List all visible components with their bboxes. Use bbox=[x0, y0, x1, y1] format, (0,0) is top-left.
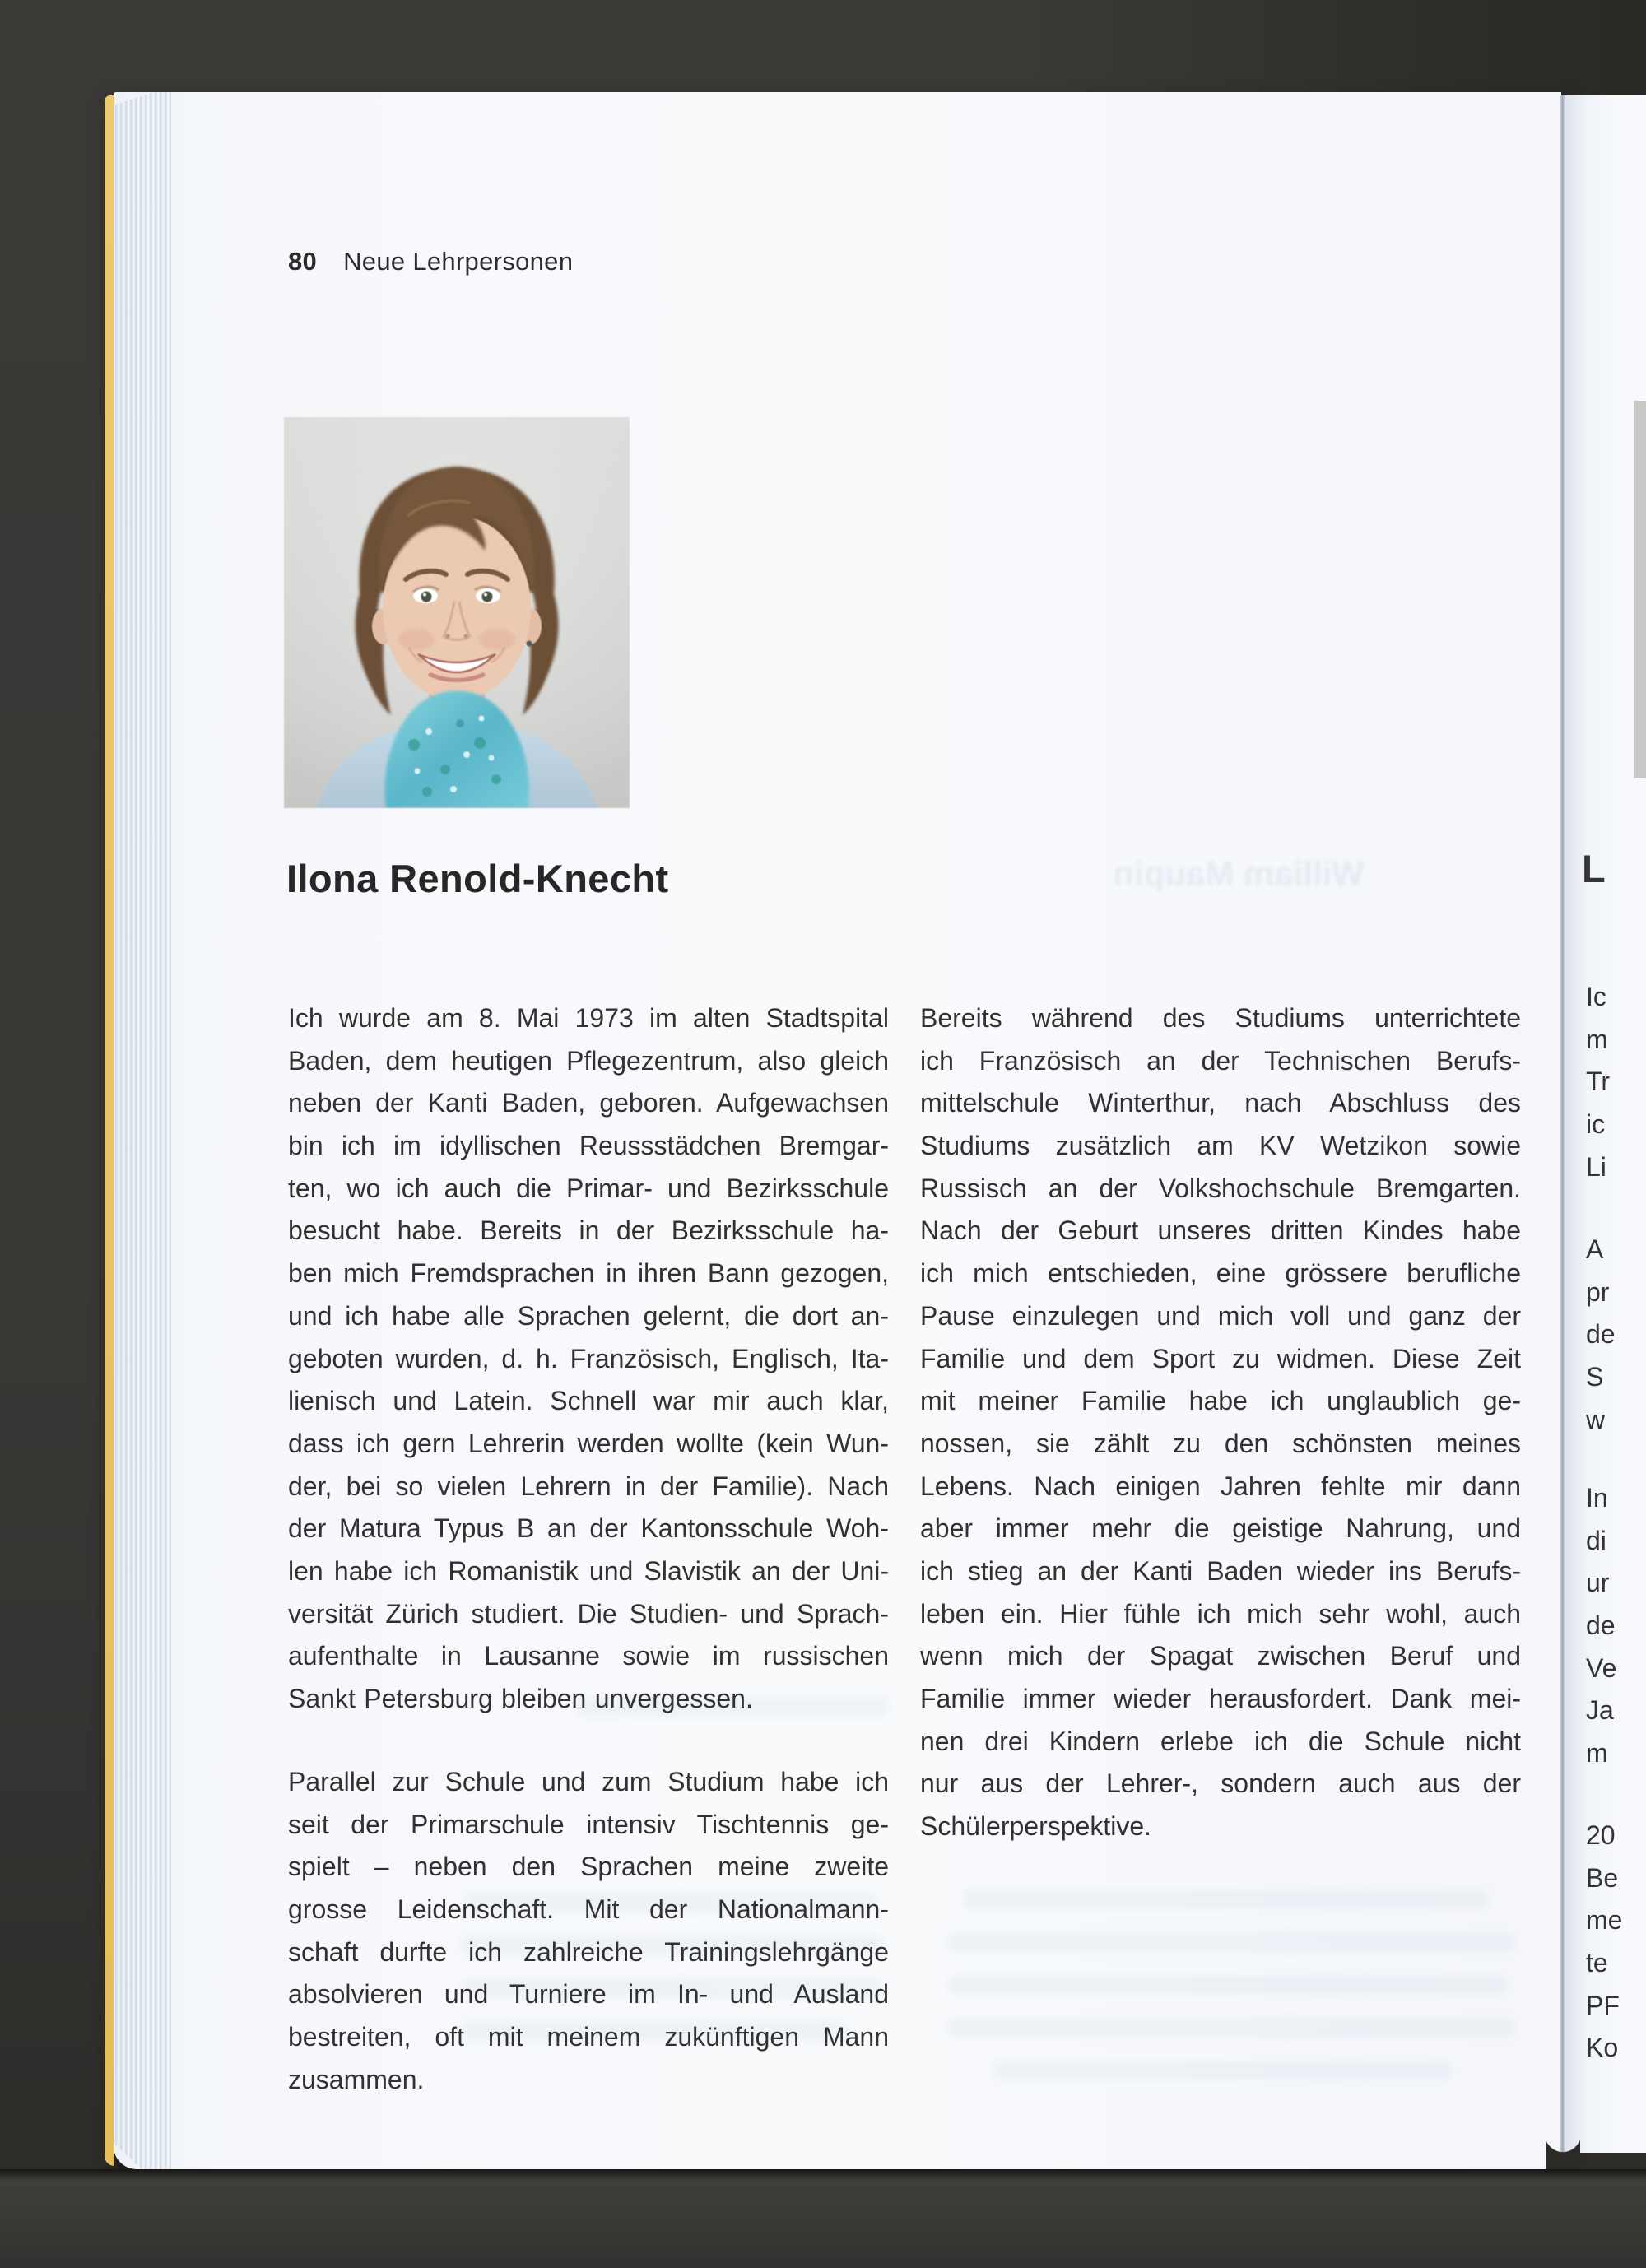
book-gutter bbox=[1560, 95, 1565, 2153]
text-line: Lebens. Nach einigen Jahren fehlte mir dann bbox=[920, 1471, 1521, 1501]
text-line: mittelschule Winterthur, nach Abschluss des bbox=[920, 1088, 1521, 1118]
text-line: A bbox=[1586, 1234, 1604, 1264]
gutter-bottom-shadow bbox=[1546, 2130, 1580, 2169]
next-page-text-fragments bbox=[1586, 976, 1610, 1188]
text-line: mit meiner Familie habe ich unglaublich ge- bbox=[920, 1386, 1521, 1416]
next-page-text-fragments bbox=[1586, 1815, 1622, 2070]
text-line: Ja bbox=[1586, 1695, 1614, 1726]
text-line: Bereits während des Studiums unterrichtete bbox=[920, 1003, 1521, 1033]
text-line: me bbox=[1586, 1905, 1623, 1936]
text-line: spielt – neben den Sprachen meine zweite bbox=[288, 1852, 889, 1882]
text-line: bestreiten, oft mit meinem zukünftigen Mann bbox=[288, 2022, 889, 2052]
next-page-text-fragments bbox=[1586, 1229, 1616, 1441]
text-line: S bbox=[1586, 1362, 1604, 1392]
text-line: zusammen. bbox=[288, 2064, 425, 2094]
text-line: de bbox=[1586, 1319, 1616, 1350]
text-line: PF bbox=[1586, 1990, 1620, 2020]
portrait-photo bbox=[284, 417, 630, 808]
text-line: absolvieren und Turniere im In- und Ausland bbox=[288, 1979, 889, 2010]
text-line: bin ich im idyllischen Reussstädchen Bremgar- bbox=[288, 1131, 889, 1161]
next-page-heading-fragment: L bbox=[1582, 847, 1606, 890]
text-line: Parallel zur Schule und zum Studium habe ich bbox=[288, 1767, 889, 1796]
text-line: nossen, sie zählt zu den schönsten meines bbox=[920, 1428, 1521, 1458]
text-line: besucht habe. Bereits in der Bezirksschule ha- bbox=[288, 1215, 889, 1246]
text-line: Russisch an der Volkshochschule Bremgarten. bbox=[920, 1173, 1521, 1203]
text-line: seit der Primarschule intensiv Tischtennis ge- bbox=[288, 1809, 889, 1839]
background-floor-shadow bbox=[0, 2169, 1646, 2268]
text-line: der Matura Typus B an der Kantonsschule Woh- bbox=[288, 1513, 889, 1544]
right-column-paragraph-1 bbox=[920, 997, 1521, 1848]
text-line: Ko bbox=[1586, 2033, 1619, 2063]
text-line: Be bbox=[1586, 1862, 1619, 1893]
background-shadow bbox=[1029, 0, 1646, 97]
text-line: Sankt Petersburg bleiben unvergessen. bbox=[288, 1684, 753, 1713]
text-line: lienisch und Latein. Schnell war mir auch klar, bbox=[288, 1386, 889, 1416]
text-line: ich stieg an der Kanti Baden wieder ins Berufs- bbox=[920, 1555, 1521, 1586]
bleedthrough-line bbox=[963, 1889, 1490, 1909]
text-line: Ic bbox=[1586, 982, 1606, 1011]
text-line: pr bbox=[1586, 1276, 1610, 1307]
left-column-paragraph-1 bbox=[288, 997, 889, 1721]
portrait-illustration bbox=[284, 417, 630, 808]
page-header bbox=[288, 247, 573, 277]
text-line: Li bbox=[1586, 1151, 1606, 1182]
text-line: aber immer mehr die geistige Nahrung, und bbox=[920, 1513, 1521, 1544]
text-line: Ich wurde am 8. Mai 1973 im alten Stadtspital bbox=[288, 1003, 889, 1033]
bleedthrough-line bbox=[948, 1975, 1508, 1995]
text-line: versität Zürich studiert. Die Studien- und Sprach- bbox=[288, 1598, 889, 1629]
text-line: Baden, dem heutigen Pflegezentrum, also gleich bbox=[288, 1045, 889, 1076]
text-line: neben der Kanti Baden, geboren. Aufgewachsen bbox=[288, 1088, 889, 1118]
text-line: ich mich entschieden, eine grössere berufliche bbox=[920, 1258, 1521, 1289]
next-page-text-fragments bbox=[1586, 1477, 1616, 1775]
text-line: de bbox=[1586, 1610, 1616, 1641]
section-title: Neue Lehrpersonen bbox=[343, 247, 574, 276]
text-line: Tr bbox=[1586, 1067, 1611, 1097]
text-line: leben ein. Hier fühle ich mich sehr wohl, auch bbox=[920, 1598, 1521, 1629]
text-line: grosse Leidenschaft. Mit der Nationalmann- bbox=[288, 1894, 889, 1925]
text-line: In bbox=[1586, 1483, 1608, 1513]
left-column-paragraph-2 bbox=[288, 1761, 889, 2102]
text-line: schaft durfte ich zahlreiche Trainingslehrgänge bbox=[288, 1936, 889, 1967]
text-line: 20 bbox=[1586, 1820, 1616, 1850]
text-line: Ve bbox=[1586, 1652, 1617, 1683]
text-line: aufenthalte in Lausanne sowie im russischen bbox=[288, 1641, 889, 1671]
bleedthrough-heading: William Maupin bbox=[1113, 854, 1365, 893]
text-line: Pause einzulegen und mich voll und ganz der bbox=[920, 1300, 1521, 1331]
text-line: m bbox=[1586, 1738, 1608, 1768]
page-number: 80 bbox=[288, 247, 318, 276]
next-page-photo-edge bbox=[1634, 401, 1646, 778]
text-line: wenn mich der Spagat zwischen Beruf und bbox=[920, 1641, 1521, 1671]
text-line: ben mich Fremdsprachen in ihren Bann gezogen, bbox=[288, 1258, 889, 1289]
text-line: Familie immer wieder herausfordert. Dank mei- bbox=[920, 1684, 1521, 1713]
text-line: und ich habe alle Sprachen gelernt, die dort an- bbox=[288, 1300, 889, 1331]
book-cover-edge bbox=[105, 95, 114, 2166]
bleedthrough-line bbox=[946, 1932, 1514, 1952]
text-line: Studiums zusätzlich am KV Wetzikon sowie bbox=[920, 1131, 1521, 1161]
text-line: dass ich gern Lehrerin werden wollte (kein Wun- bbox=[288, 1428, 889, 1458]
text-line: di bbox=[1586, 1525, 1606, 1555]
text-line: Familie und dem Sport zu widmen. Diese Zeit bbox=[920, 1343, 1521, 1373]
text-line: ten, wo ich auch die Primar- und Bezirksschule bbox=[288, 1173, 889, 1203]
bleedthrough-line bbox=[992, 2061, 1453, 2080]
text-line: Nach der Geburt unseres dritten Kindes habe bbox=[920, 1215, 1521, 1246]
text-line: nen drei Kindern erlebe ich die Schule nicht bbox=[920, 1726, 1521, 1756]
text-line: geboten wurden, d. h. Französisch, Englisch, Ita- bbox=[288, 1343, 889, 1373]
text-line: nur aus der Lehrer-, sondern auch aus der bbox=[920, 1768, 1521, 1799]
bleedthrough-line bbox=[946, 2018, 1514, 2038]
text-line: len habe ich Romanistik und Slavistik an der Uni- bbox=[288, 1555, 889, 1586]
page-edge-stack bbox=[114, 92, 171, 2169]
text-line: m bbox=[1586, 1024, 1608, 1054]
profile-name: Ilona Renold-Knecht bbox=[286, 857, 669, 900]
text-line: ich Französisch an der Technischen Berufs- bbox=[920, 1045, 1521, 1076]
text-line: der, bei so vielen Lehrern in der Familie). Nach bbox=[288, 1471, 889, 1501]
text-line: te bbox=[1586, 1948, 1608, 1978]
text-line: ic bbox=[1586, 1109, 1606, 1140]
text-line: w bbox=[1586, 1404, 1606, 1434]
text-line: Schülerperspektive. bbox=[920, 1811, 1152, 1842]
text-line: ur bbox=[1586, 1568, 1610, 1598]
